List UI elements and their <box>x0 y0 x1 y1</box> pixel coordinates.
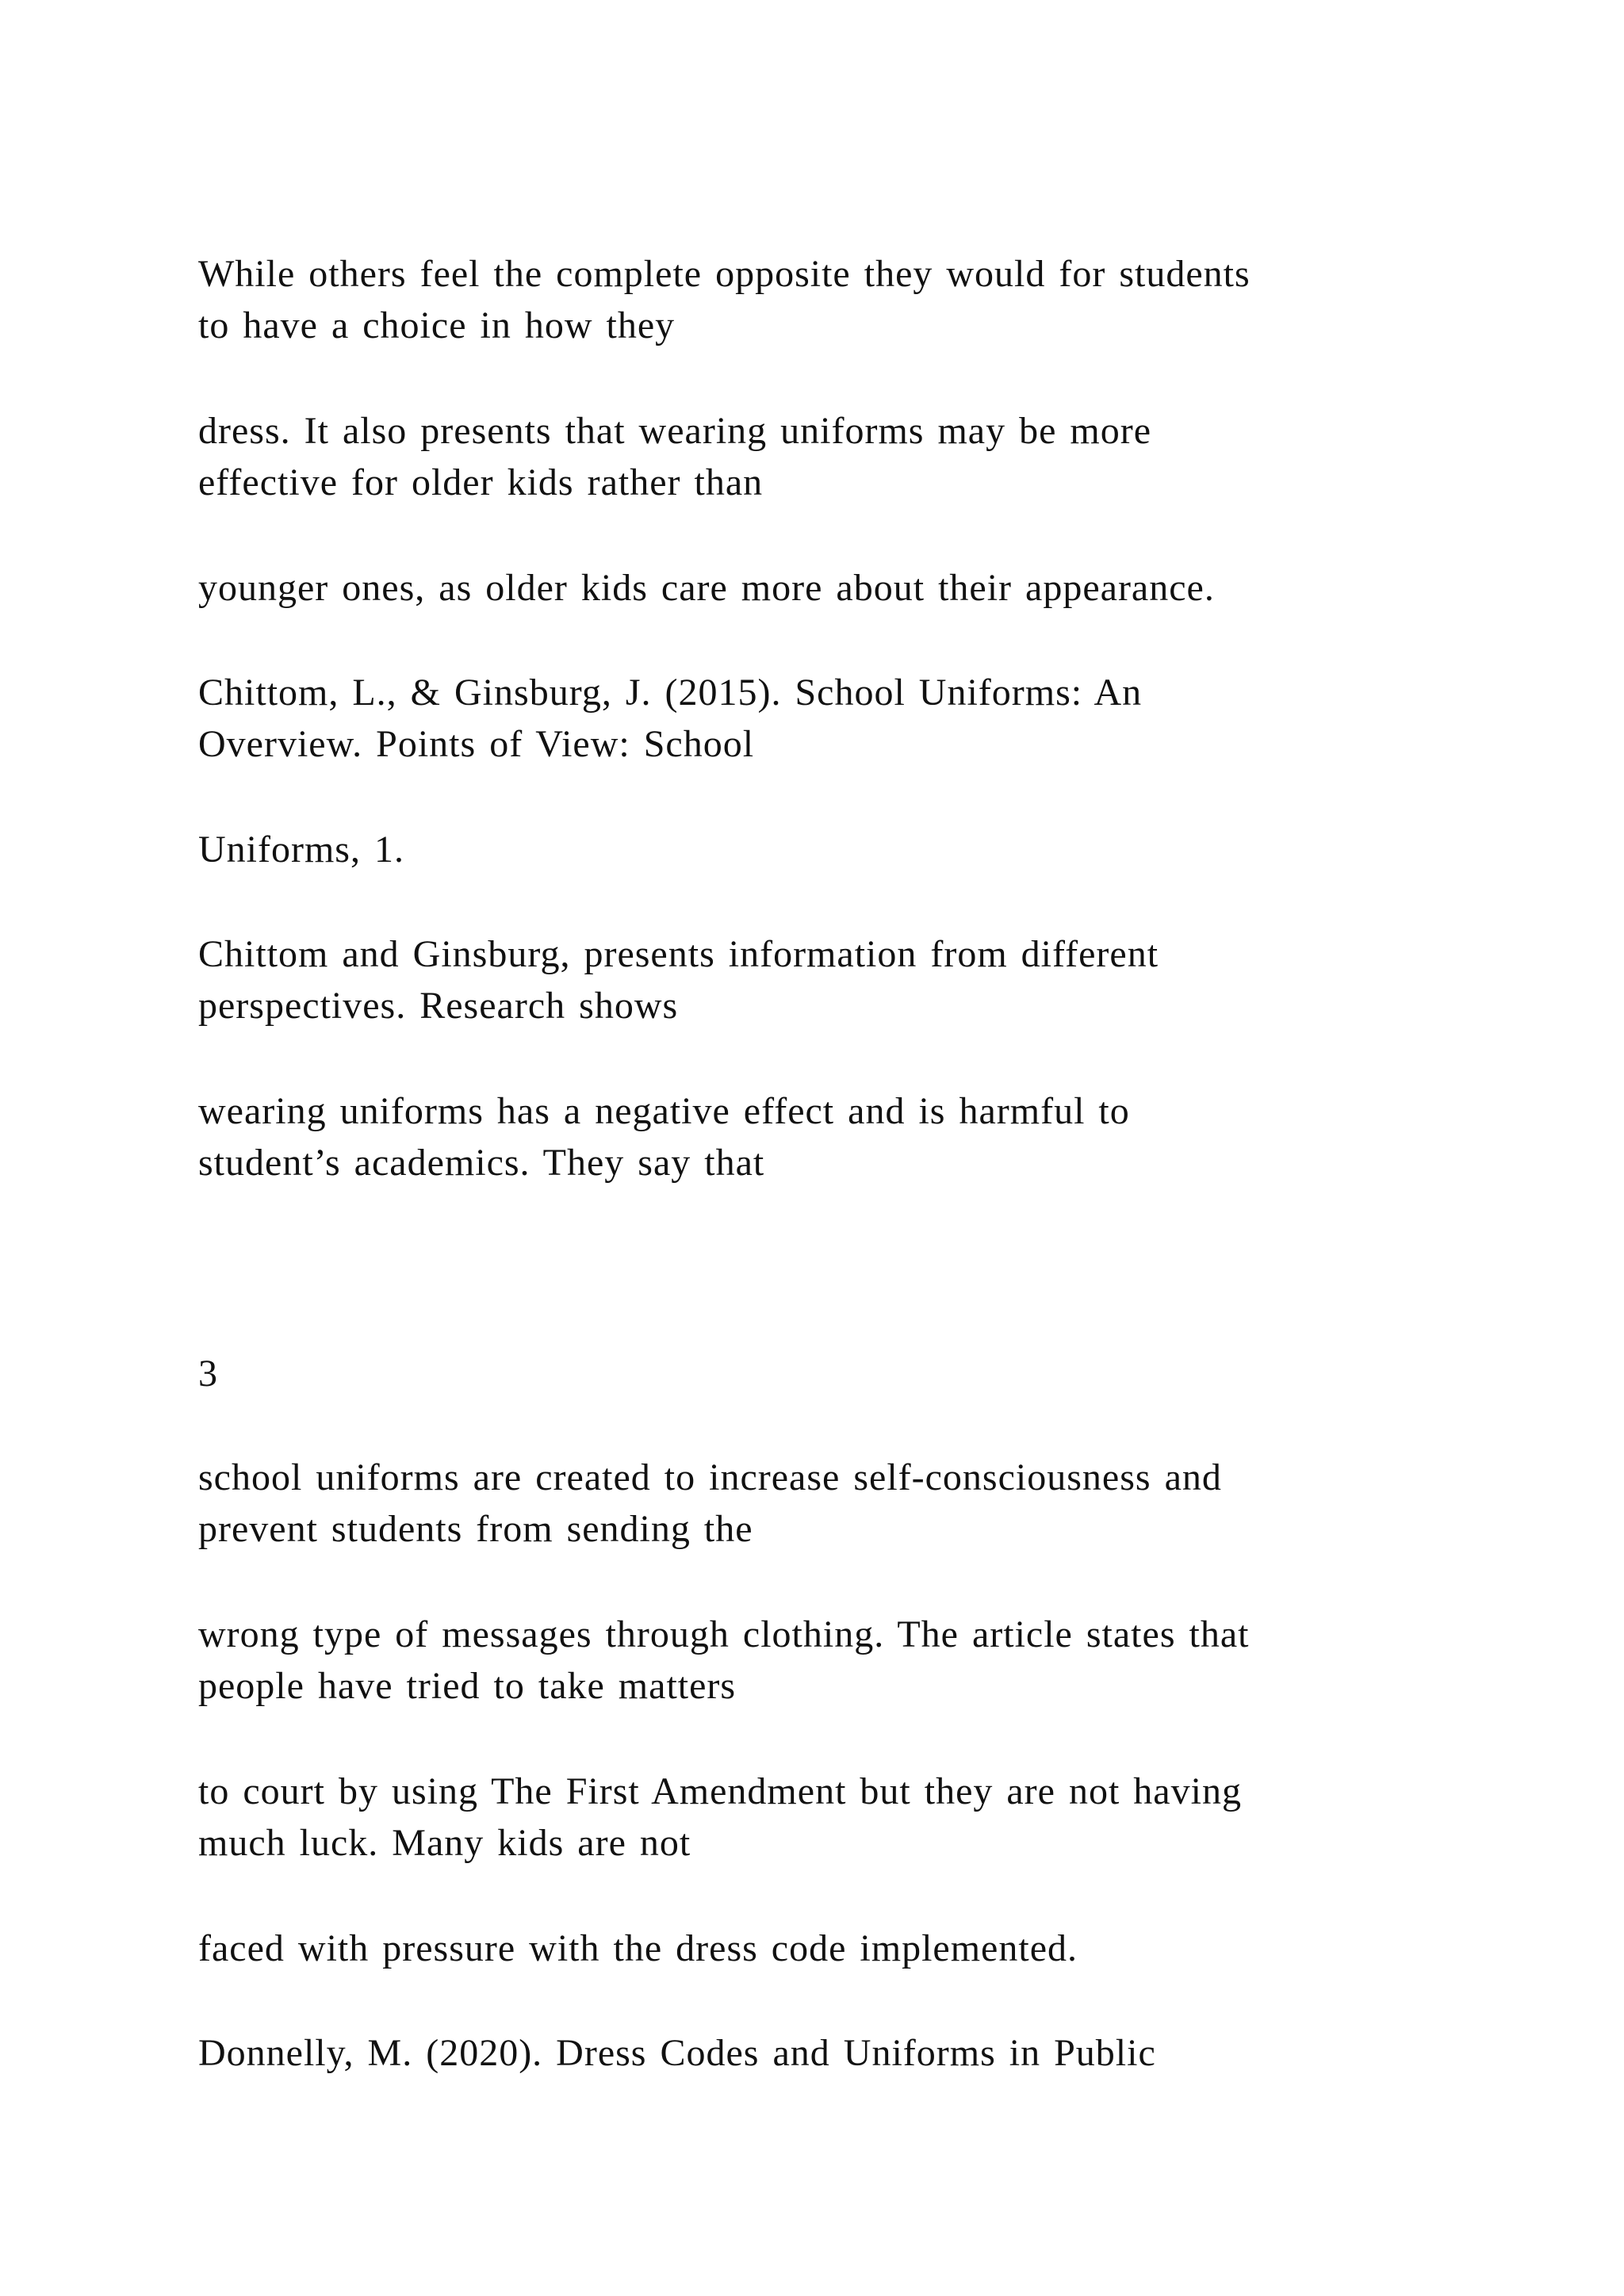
paragraph-line: While others feel the complete opposite they would for students to have a choice in how they <box>198 253 1251 346</box>
paragraph-line: faced with pressure with the dress code implemented. <box>198 1927 1078 1969</box>
citation: Chittom, L., & Ginsburg, J. (2015). School Uniforms: An Overview. Points of View: School <box>198 672 1143 765</box>
paragraph-line: to court by using The First Amendment but they are not having much luck. Many kids are not <box>198 1770 1242 1864</box>
page-number: 3 <box>198 1353 218 1395</box>
paragraph-line: dress. It also presents that wearing uniforms may be more effective for older kids rather than <box>198 410 1152 503</box>
paragraph-line: school uniforms are created to increase self-consciousness and prevent students from sending the <box>198 1456 1222 1550</box>
paragraph-line: younger ones, as older kids care more about their appearance. <box>198 567 1215 609</box>
paragraph-line: wearing uniforms has a negative effect and is harmful to student’s academics. They say that <box>198 1090 1130 1184</box>
citation-continuation: Uniforms, 1. <box>198 828 404 871</box>
citation: Donnelly, M. (2020). Dress Codes and Uniforms in Public <box>198 2032 1156 2074</box>
paragraph-line: Chittom and Ginsburg, presents information from different perspectives. Research shows <box>198 933 1159 1027</box>
paragraph-line: wrong type of messages through clothing. The article states that people have tried to take matters <box>198 1613 1250 1707</box>
